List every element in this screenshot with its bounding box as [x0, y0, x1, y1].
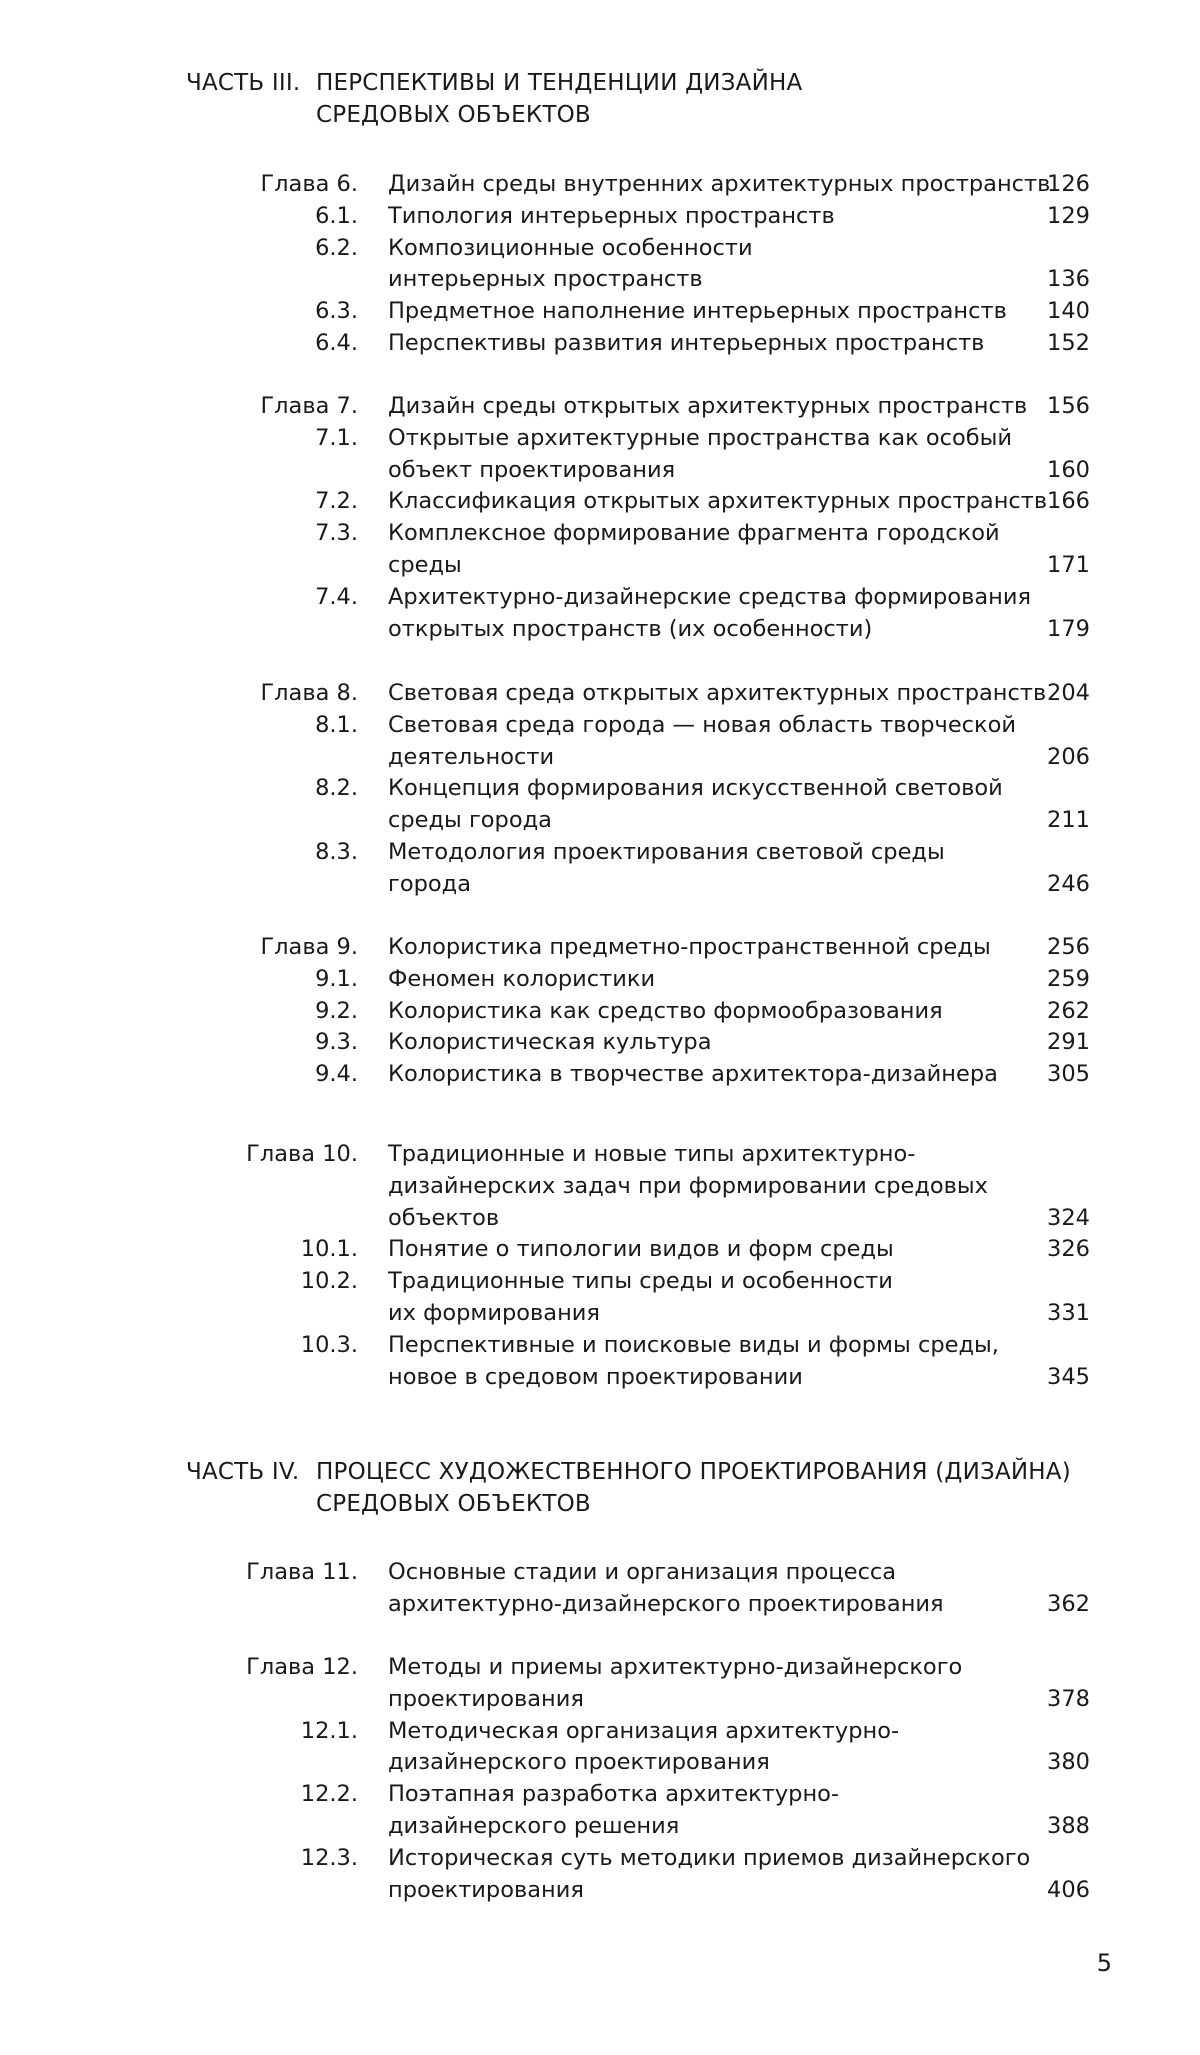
toc-entry-line	[0, 233, 1200, 265]
entry-page-number: 262	[1047, 997, 1090, 1024]
entry-title: Колористика как средство формообразования	[388, 997, 943, 1024]
entry-page-number: 246	[1047, 870, 1090, 897]
entry-page-number: 156	[1047, 393, 1090, 419]
entry-title: Предметное наполнение интерьерных пространств	[388, 298, 1007, 325]
entry-title: дизайнерского проектирования	[388, 1749, 770, 1776]
toc-entry-line	[0, 550, 1200, 582]
entry-label: 12.1.	[300, 1717, 358, 1744]
entry-label: 9.3.	[315, 1029, 358, 1056]
entry-page-number: 331	[1047, 1299, 1090, 1326]
entry-page-number: 378	[1047, 1685, 1090, 1712]
entry-title: Композиционные особенности	[388, 234, 753, 261]
entry-label: 9.1.	[315, 965, 358, 992]
toc-entry-line	[0, 773, 1200, 805]
entry-title: Колористика в творчестве архитектора-дизайнера	[388, 1061, 998, 1088]
part-title-line: СРЕДОВЫХ ОБЪЕКТОВ	[316, 1490, 591, 1517]
entry-title: их формирования	[388, 1299, 600, 1326]
entry-title: Открытые архитектурные пространства как особый	[388, 424, 1013, 451]
toc-entry-line	[0, 1171, 1200, 1203]
page-number: 5	[1096, 1949, 1112, 1977]
toc-entry-line	[0, 1747, 1200, 1779]
entry-page-number: 211	[1047, 807, 1090, 834]
toc-entry-line	[0, 582, 1200, 614]
toc-entry-line	[0, 710, 1200, 742]
toc-entry-line	[0, 455, 1200, 487]
toc-entry-line	[0, 296, 1200, 328]
entry-page-number: 406	[1047, 1876, 1090, 1903]
entry-title: Колористика предметно-пространственной среды	[388, 934, 991, 960]
entry-page-number: 171	[1047, 551, 1090, 578]
part-heading	[186, 68, 1086, 132]
entry-label: 6.3.	[315, 298, 358, 325]
toc-entry-line	[0, 1652, 1200, 1684]
entry-title: новое в средовом проектировании	[388, 1363, 803, 1390]
entry-label: Глава 7.	[260, 393, 358, 419]
entry-label: Глава 10.	[246, 1141, 358, 1167]
entry-label: Глава 12.	[246, 1654, 358, 1680]
entry-page-number: 326	[1047, 1236, 1090, 1263]
part-label: ЧАСТЬ III.	[186, 70, 301, 96]
entry-title: объект проектирования	[388, 456, 676, 483]
entry-title: Перспективные и поисковые виды и формы среды,	[388, 1331, 999, 1358]
toc-entry-line	[0, 1557, 1200, 1589]
entry-label: 7.1.	[315, 424, 358, 451]
entry-title: Перспективы развития интерьерных пространств	[388, 329, 985, 356]
toc-entry-line	[0, 1875, 1200, 1907]
entry-title: архитектурно-дизайнерского проектирования	[388, 1590, 944, 1617]
entry-page-number: 204	[1047, 680, 1090, 706]
entry-title: Колористическая культура	[388, 1029, 712, 1056]
entry-page-number: 388	[1047, 1812, 1090, 1839]
toc-entry-line	[0, 1589, 1200, 1621]
toc-entry-line	[0, 869, 1200, 901]
entry-title: Архитектурно-дизайнерские средства формирования	[388, 583, 1031, 610]
toc-entry-line	[0, 742, 1200, 774]
chapter-block	[0, 678, 1200, 901]
toc-entry-line	[0, 486, 1200, 518]
entry-label: 6.1.	[315, 202, 358, 229]
toc-entry-line	[0, 837, 1200, 869]
entry-title: Типология интерьерных пространств	[388, 202, 835, 229]
entry-page-number: 152	[1047, 329, 1090, 356]
part-title-line: СРЕДОВЫХ ОБЪЕКТОВ	[316, 101, 591, 128]
entry-page-number: 345	[1047, 1363, 1090, 1390]
toc-entry-line	[0, 1298, 1200, 1330]
entry-title: среды города	[388, 807, 552, 834]
toc-entry-line	[0, 1059, 1200, 1091]
toc-entry-line	[0, 1716, 1200, 1748]
toc-entry-line	[0, 391, 1200, 423]
entry-label: Глава 8.	[260, 680, 358, 706]
part-label: ЧАСТЬ IV.	[186, 1459, 300, 1485]
entry-label: 7.2.	[315, 488, 358, 515]
toc-entry-line	[0, 932, 1200, 964]
toc-entry-line	[0, 964, 1200, 996]
entry-label: Глава 9.	[260, 934, 358, 960]
entry-page-number: 136	[1047, 266, 1090, 293]
entry-label: 9.2.	[315, 997, 358, 1024]
entry-title: объектов	[388, 1204, 500, 1231]
toc-entry-line	[0, 1203, 1200, 1235]
chapter-block	[0, 1652, 1200, 1906]
toc-entry-line	[0, 1027, 1200, 1059]
entry-title: Дизайн среды внутренних архитектурных пространств	[388, 171, 1051, 197]
part-title-line: ПРОЦЕСС ХУДОЖЕСТВЕННОГО ПРОЕКТИРОВАНИЯ (ДИЗАЙНА)	[316, 1459, 1071, 1485]
entry-title: Традиционные и новые типы архитектурно-	[388, 1141, 916, 1167]
entry-label: 7.4.	[315, 583, 358, 610]
toc-entry-line	[0, 1684, 1200, 1716]
entry-title: интерьерных пространств	[388, 266, 703, 293]
toc-entry-line	[0, 201, 1200, 233]
chapter-block	[0, 169, 1200, 360]
entry-page-number: 291	[1047, 1029, 1090, 1056]
entry-title: среды	[388, 551, 462, 578]
entry-title: Классификация открытых архитектурных пространств	[388, 488, 1048, 515]
entry-label: 8.2.	[315, 775, 358, 802]
entry-label: 10.3.	[300, 1331, 358, 1358]
chapter-block	[0, 1139, 1200, 1393]
entry-title: Поэтапная разработка архитектурно-	[388, 1781, 840, 1808]
entry-label: 8.1.	[315, 711, 358, 738]
entry-title: Комплексное формирование фрагмента городской	[388, 520, 1000, 547]
entry-title: Методическая организация архитектурно-	[388, 1717, 900, 1744]
toc-entry-line	[0, 1234, 1200, 1266]
entry-title: дизайнерского решения	[388, 1812, 680, 1839]
entry-title: Концепция формирования искусственной световой	[388, 775, 1003, 802]
toc-entry-line	[0, 423, 1200, 455]
entry-title: проектирования	[388, 1876, 584, 1903]
entry-page-number: 362	[1047, 1590, 1090, 1617]
entry-title: Методы и приемы архитектурно-дизайнерского	[388, 1654, 963, 1680]
entry-page-number: 140	[1047, 298, 1090, 325]
entry-title: Традиционные типы среды и особенности	[388, 1268, 893, 1295]
entry-page-number: 380	[1047, 1749, 1090, 1776]
entry-page-number: 256	[1047, 934, 1090, 960]
entry-label: Глава 6.	[260, 171, 358, 197]
entry-label: 8.3.	[315, 838, 358, 865]
entry-title: Световая среда города — новая область творческой	[388, 711, 1017, 738]
entry-label: 7.3.	[315, 520, 358, 547]
entry-title: Световая среда открытых архитектурных пространств	[388, 680, 1047, 706]
entry-label: 6.2.	[315, 234, 358, 261]
entry-title: открытых пространств (их особенности)	[388, 615, 873, 642]
toc-entry-line	[0, 1843, 1200, 1875]
chapter-block	[0, 1557, 1200, 1621]
entry-title: Понятие о типологии видов и форм среды	[388, 1236, 894, 1263]
entry-page-number: 259	[1047, 965, 1090, 992]
entry-page-number: 166	[1047, 488, 1090, 515]
entry-label: Глава 11.	[246, 1559, 358, 1585]
toc-entry-line	[0, 518, 1200, 550]
toc-entry-line	[0, 996, 1200, 1028]
entry-page-number: 129	[1047, 202, 1090, 229]
entry-label: 10.1.	[300, 1236, 358, 1263]
toc-entry-line	[0, 1330, 1200, 1362]
toc-entry-line	[0, 1779, 1200, 1811]
toc-entry-line	[0, 169, 1200, 201]
entry-title: Феномен колористики	[388, 965, 656, 992]
entry-title: Основные стадии и организация процесса	[388, 1559, 897, 1585]
entry-page-number: 305	[1047, 1061, 1090, 1088]
entry-title: деятельности	[388, 743, 555, 770]
entry-page-number: 126	[1047, 171, 1090, 197]
toc-entry-line	[0, 614, 1200, 646]
part-heading	[186, 1457, 1086, 1521]
entry-label: 6.4.	[315, 329, 358, 356]
entry-title: проектирования	[388, 1685, 584, 1712]
entry-label: 10.2.	[300, 1268, 358, 1295]
entry-page-number: 179	[1047, 615, 1090, 642]
chapter-block	[0, 932, 1200, 1091]
toc-entry-line	[0, 1139, 1200, 1171]
toc-entry-line	[0, 1266, 1200, 1298]
entry-page-number: 160	[1047, 456, 1090, 483]
toc-entry-line	[0, 1811, 1200, 1843]
toc-entry-line	[0, 328, 1200, 360]
entry-label: 12.3.	[300, 1844, 358, 1871]
chapter-block	[0, 391, 1200, 645]
toc-entry-line	[0, 264, 1200, 296]
toc-entry-line	[0, 805, 1200, 837]
toc-entry-line	[0, 1362, 1200, 1394]
entry-label: 9.4.	[315, 1061, 358, 1088]
entry-title: дизайнерских задач при формировании средовых	[388, 1172, 988, 1199]
entry-label: 12.2.	[300, 1781, 358, 1808]
entry-page-number: 324	[1047, 1204, 1090, 1231]
entry-title: города	[388, 870, 471, 897]
entry-title: Историческая суть методики приемов дизайнерского	[388, 1844, 1031, 1871]
entry-page-number: 206	[1047, 743, 1090, 770]
toc-entry-line	[0, 678, 1200, 710]
entry-title: Методология проектирования световой среды	[388, 838, 945, 865]
entry-title: Дизайн среды открытых архитектурных пространств	[388, 393, 1028, 419]
part-title-line: ПЕРСПЕКТИВЫ И ТЕНДЕНЦИИ ДИЗАЙНА	[316, 70, 803, 96]
